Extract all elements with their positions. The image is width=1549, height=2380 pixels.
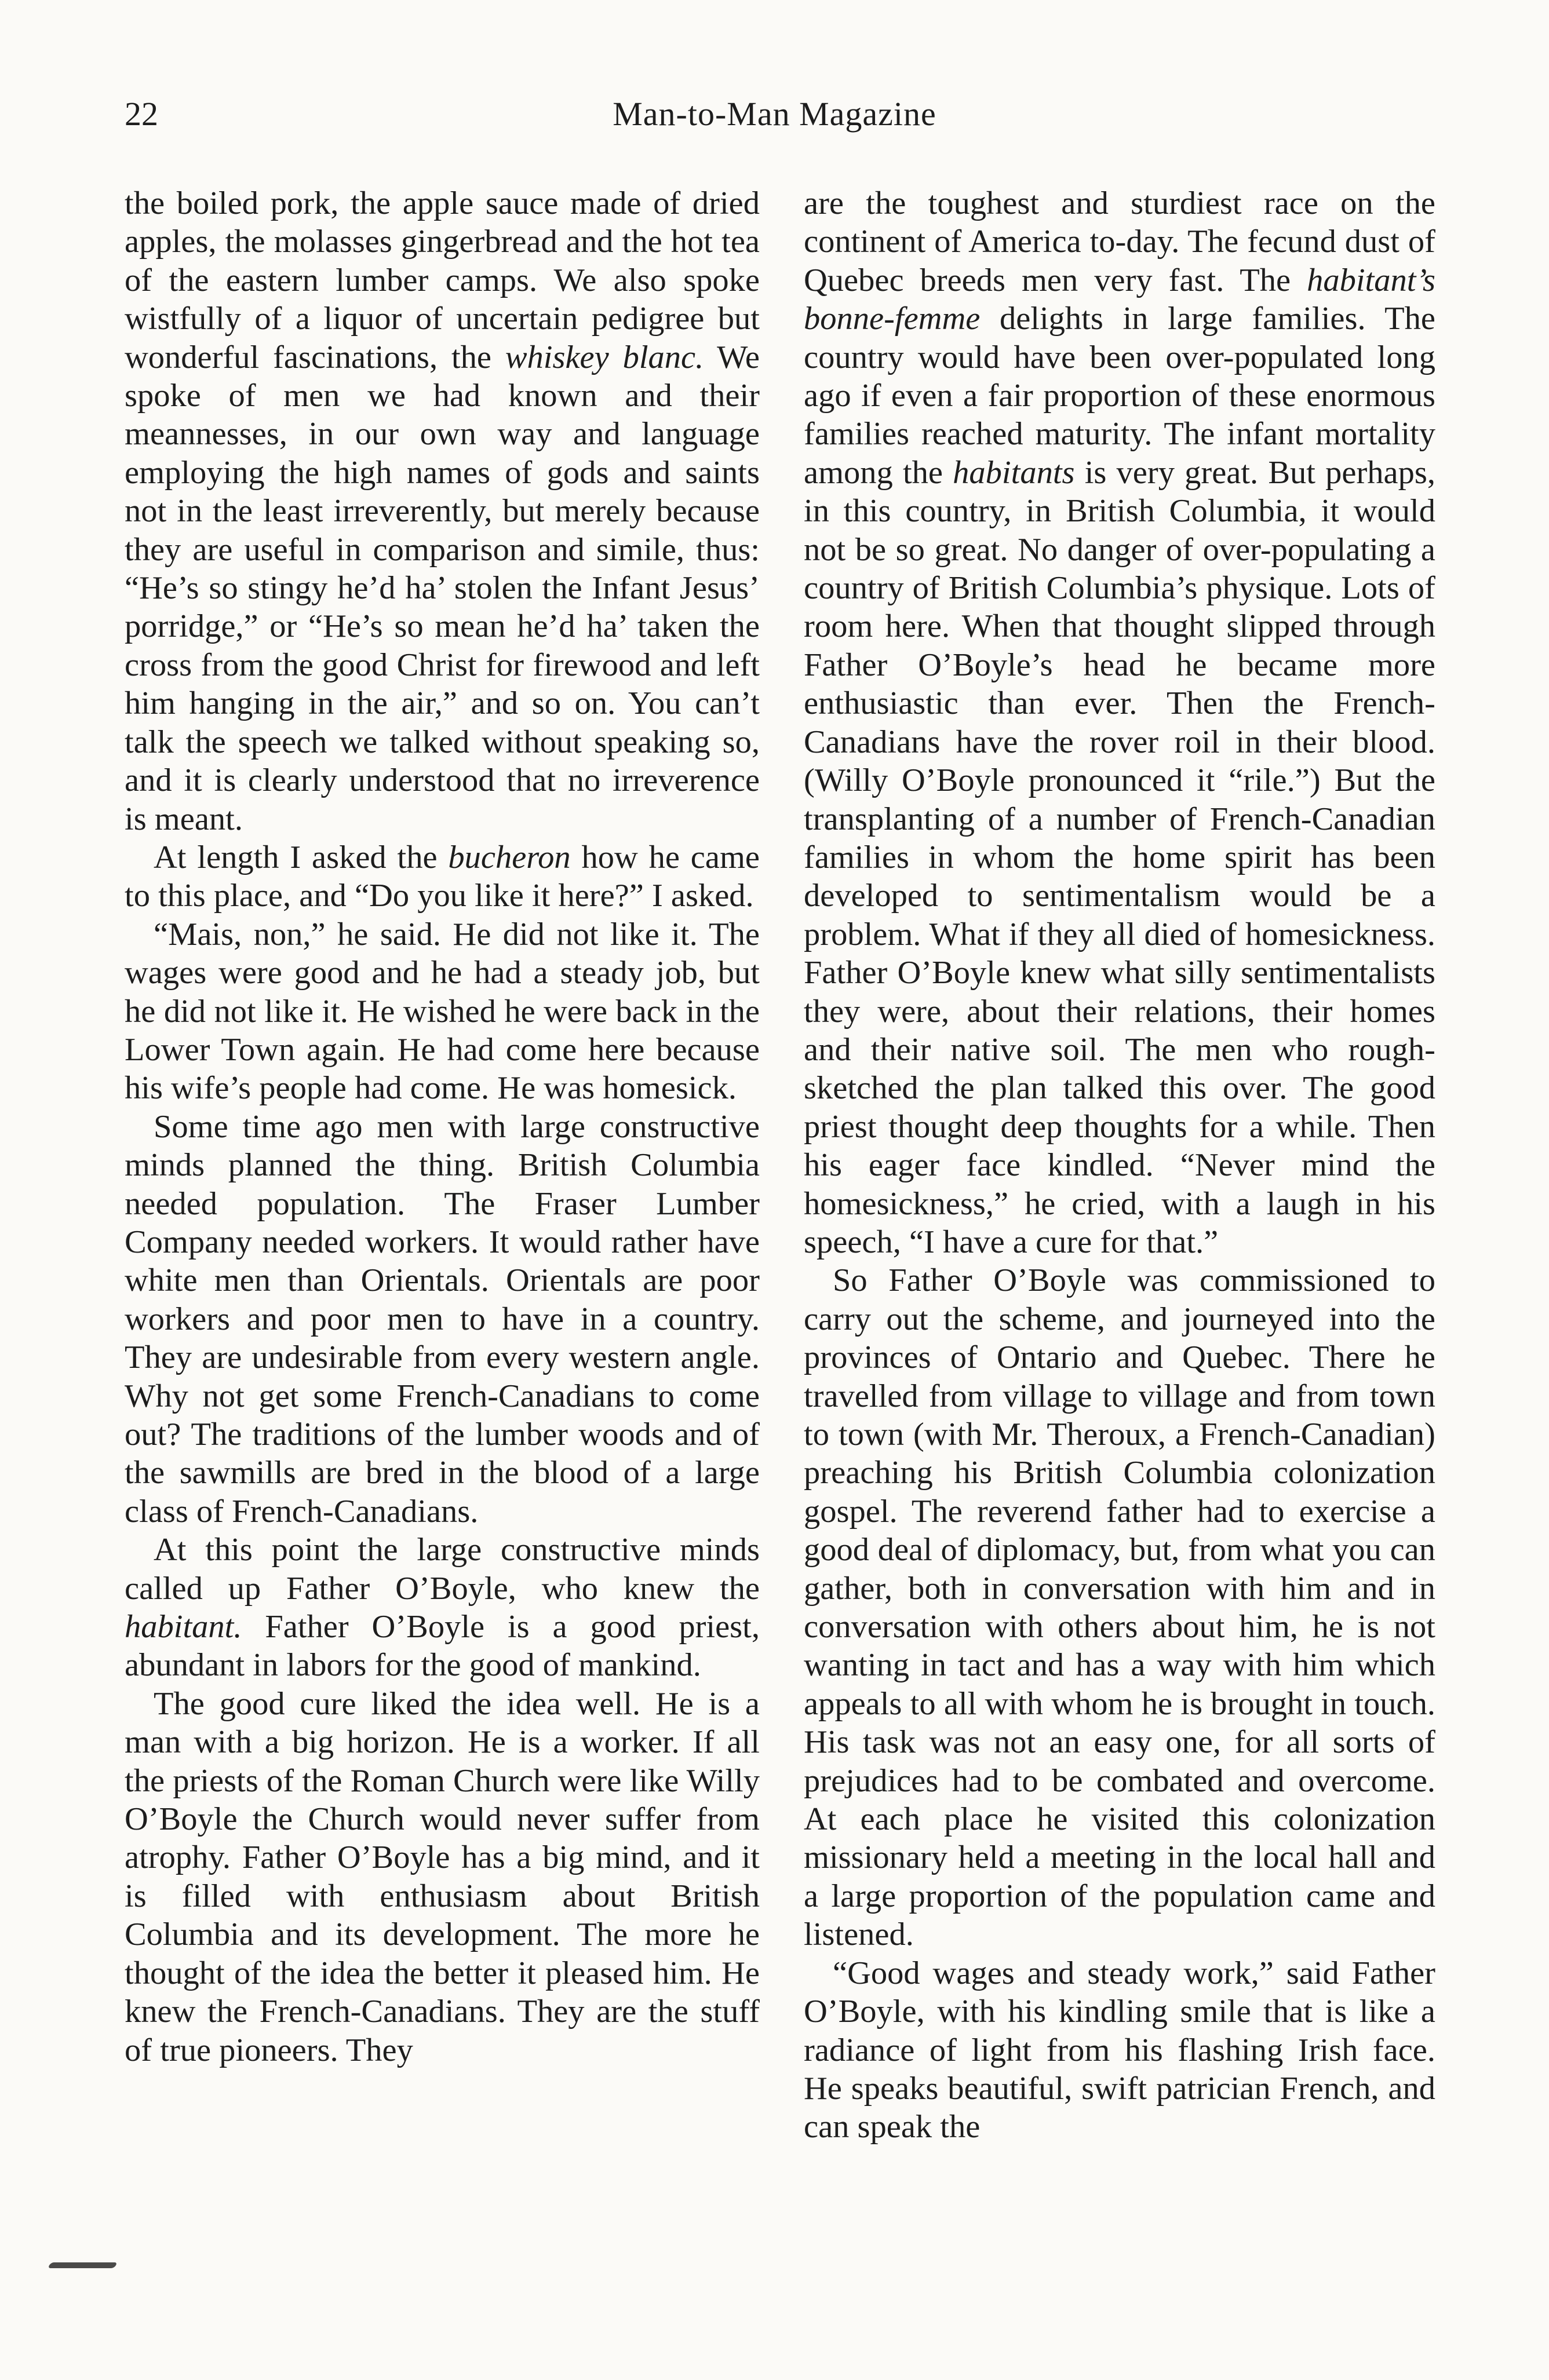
paragraph: “Mais, non,” he said. He did not like it. The wages were good and he had a steady job, but he did not like it. He wished he were back in the Lower Town again. He had come here because his wife’s people had come. He was homesick. [125, 916, 760, 1107]
paragraph: At this point the large constructive minds called up Father O’Boyle, who knew the habitant. Father O’Boyle is a good priest, abundant in labors for the good of mankind. [125, 1532, 760, 1684]
page-number: 22 [125, 95, 158, 133]
paragraph: At length I asked the bucheron how he came to this place, and “Do you like it here?” I asked. [125, 839, 760, 914]
paragraph: are the toughest and sturdiest race on the continent of America to-day. The fecund dust of Quebec breeds men very fast. The habitant’s bonne-femme delights in large families. The country would have been over-populated long ago if even a fair proportion of these enormous families reached maturity. The infant mortality among the habitants is very great. But perhaps, in this country, in British Columbia, it would not be so great. No danger of over-populating a country of British Columbia’s physique. Lots of room here. When that thought slipped through Father O’Boyle’s head he became more enthusiastic than ever. Then the French-Canadians have the rover roil in their blood. (Willy O’Boyle pronounced it “rile.”) But the transplanting of a number of French-Canadian families in whom the home spirit has been developed to sentimentalism would be a problem. What if they all died of homesickness. Father O’Boyle knew what silly sentimentalists they were, about their relations, their homes and their native soil. The men who rough-sketched the plan talked this over. The good priest thought deep thoughts for a while. Then his eager face kindled. “Never mind the homesickness,” he cried, with a laugh in his speech, “I have a cure for that.” [804, 185, 1435, 1260]
paragraph: the boiled pork, the apple sauce made of dried apples, the molasses gingerbread and the hot tea of the eastern lumber camps. We also spoke wistfully of a liquor of uncertain pedigree but wonderful fascinations, the whiskey blanc. We spoke of men we had known and their meannesses, in our own way and language employing the high names of gods and saints not in the least irreverently, but merely because they are useful in comparison and simile, thus: “He’s so stingy he’d ha’ stolen the Infant Jesus’ porridge,” or “He’s so mean he’d ha’ taken the cross from the good Christ for firewood and left him hanging in the air,” and so on. You can’t talk the speech we talked without speaking so, and it is clearly understood that no irreverence is meant. [125, 185, 760, 837]
left-column [125, 184, 760, 2069]
magazine-title: Man-to-Man Magazine [613, 95, 936, 133]
paragraph: So Father O’Boyle was commissioned to carry out the scheme, and journeyed into the provinces of Ontario and Quebec. There he travelled from village to village and from town to town (with Mr. Theroux, a French-Canadian) preaching his British Columbia colonization gospel. The reverend father had to exercise a good deal of diplomacy, but, from what you can gather, both in conversation with him and in conversation with others about him, he is not wanting in tact and has a way with him which appeals to all with whom he is brought in touch. His task was not an easy one, for all sorts of prejudices had to be combated and overcome. At each place he visited this colonization missionary held a meeting in the local hall and a large proportion of the population came and listened. [804, 1262, 1435, 1953]
paragraph: Some time ago men with large constructive minds planned the thing. British Columbia needed population. The Fraser Lumber Company needed workers. It would rather have white men than Orientals. Orientals are poor workers and poor men to have in a country. They are undesirable from every western angle. Why not get some French-Canadians to come out? The traditions of the lumber woods and of the sawmills are bred in the blood of a large class of French-Canadians. [125, 1108, 760, 1530]
right-column [804, 184, 1435, 2147]
ink-smudge [48, 2262, 118, 2268]
paragraph: The good cure liked the idea well. He is a man with a big horizon. He is a worker. If all the priests of the Roman Church were like Willy O’Boyle the Church would never suffer from atrophy. Father O’Boyle has a big mind, and it is filled with enthusiasm about British Columbia and its development. The more he thought of the idea the better it pleased him. He knew the French-Canadians. They are the stuff of true pioneers. They [125, 1685, 760, 2068]
paragraph: “Good wages and steady work,” said Father O’Boyle, with his kindling smile that is like a radiance of light from his flashing Irish face. He speaks beautiful, swift patrician French, and can speak the [804, 1955, 1435, 2145]
